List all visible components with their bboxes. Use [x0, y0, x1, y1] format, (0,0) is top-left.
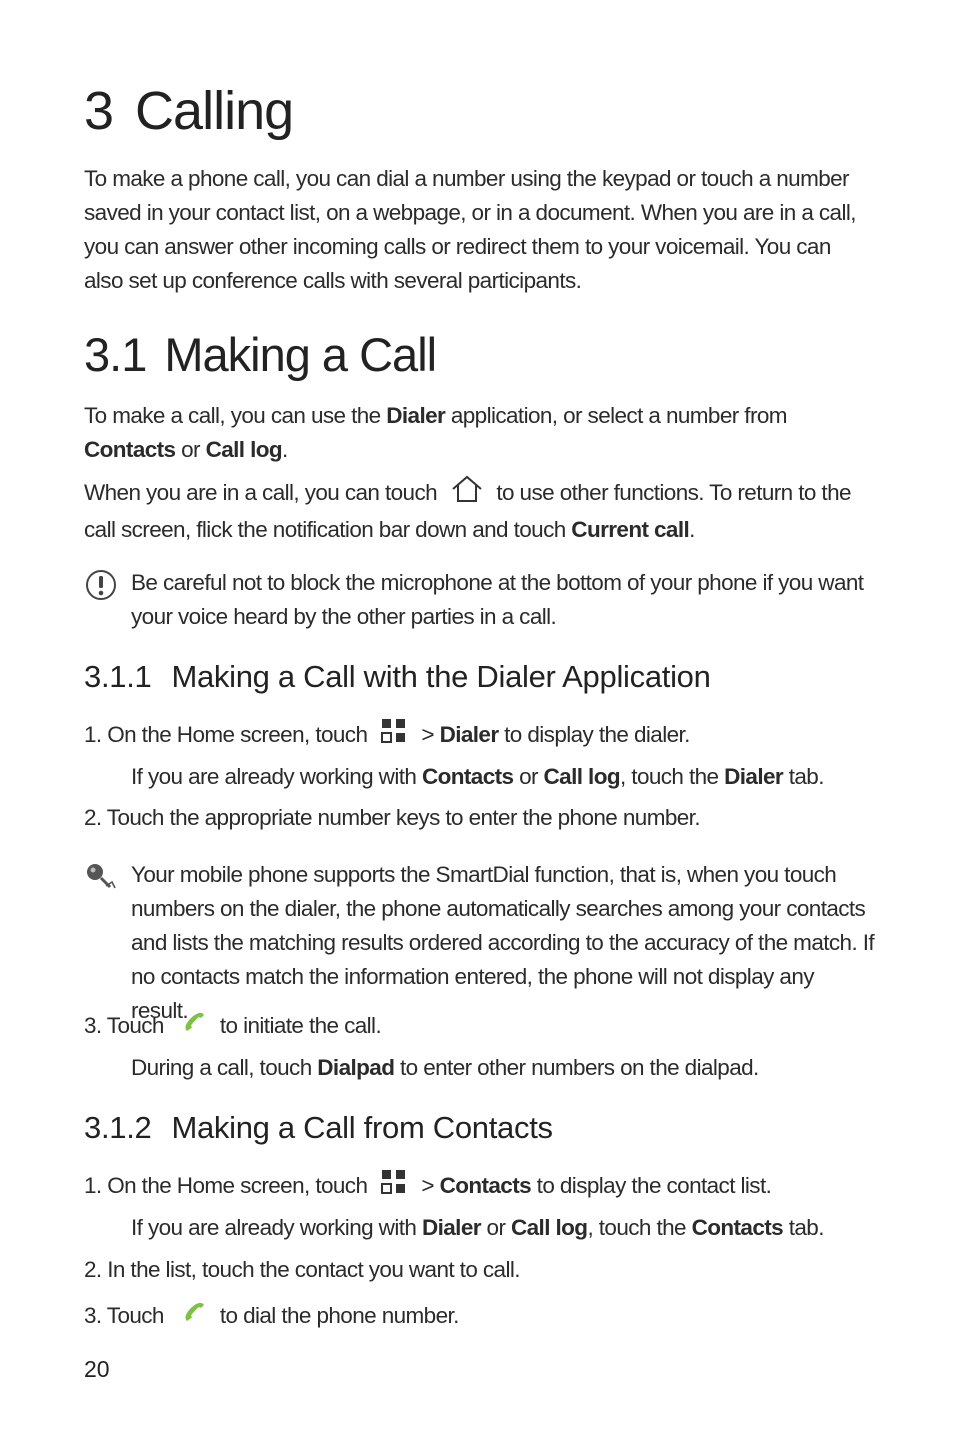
apps-grid-icon	[381, 718, 407, 754]
call-handset-icon	[182, 1010, 206, 1044]
dialer-step-3: 3. Touch to initiate the call.	[84, 1009, 381, 1044]
intro-paragraph: To make a phone call, you can dial a number using the keypad or touch a number saved in your contact list, on a webpage, or in a document. When you are in a call, you can answer other incoming calls or redirect them to your voicemail. You can also set up conference calls with several participants.	[84, 166, 856, 293]
caution-text: Be careful not to block the microphone at the bottom of your phone if you want your voice heard by the other parties in a call.	[131, 570, 864, 629]
contacts-step-1: 1. On the Home screen, touch > Contacts to display the contact list.	[84, 1169, 771, 1205]
call-handset-icon	[182, 1300, 206, 1334]
page-number: 20	[84, 1356, 110, 1382]
home-icon	[449, 475, 485, 513]
dialer-step-1-detail: If you are already working with Contacts or Call log, touch the Dialer tab.	[131, 764, 824, 789]
tip-text: Your mobile phone supports the SmartDial function, that is, when you touch numbers on the dialer, the phone automatically searches among your contacts and lists the matching results ordered according to the accuracy of the match. If no contacts match the information entered, the phone will not display any result.	[131, 862, 875, 1023]
dialer-step-3-detail: During a call, touch Dialpad to enter other numbers on the dialpad.	[131, 1055, 759, 1080]
contacts-step-3: 3. Touch to dial the phone number.	[84, 1299, 459, 1334]
section-number: 3.1	[84, 328, 147, 381]
in-call-paragraph: When you are in a call, you can touch to use other functions. To return to the call screen, flick the notification bar down and touch Current call.	[84, 475, 874, 547]
chapter-heading	[84, 80, 293, 142]
subsection-heading-contacts: 3.1.2 Making a Call from Contacts	[84, 1110, 553, 1145]
contacts-step-2: 2. In the list, touch the contact you want to call.	[84, 1257, 520, 1282]
tip-icon	[84, 860, 118, 894]
chapter-number: 3	[84, 81, 114, 141]
section-title: Making a Call	[164, 328, 437, 381]
chapter-title: Calling	[135, 81, 294, 141]
dialer-step-2: 2. Touch the appropriate number keys to enter the phone number.	[84, 805, 700, 830]
section-heading	[84, 327, 436, 382]
apps-grid-icon	[381, 1169, 407, 1205]
contacts-step-1-detail: If you are already working with Dialer or Call log, touch the Contacts tab.	[131, 1215, 824, 1240]
dialer-step-1: 1. On the Home screen, touch > Dialer to display the dialer.	[84, 718, 690, 754]
caution-icon	[84, 568, 118, 602]
subsection-heading-dialer: 3.1.1 Making a Call with the Dialer Application	[84, 659, 711, 694]
dialer-paragraph: To make a call, you can use the Dialer application, or select a number from Contacts or Call log.	[84, 403, 787, 462]
